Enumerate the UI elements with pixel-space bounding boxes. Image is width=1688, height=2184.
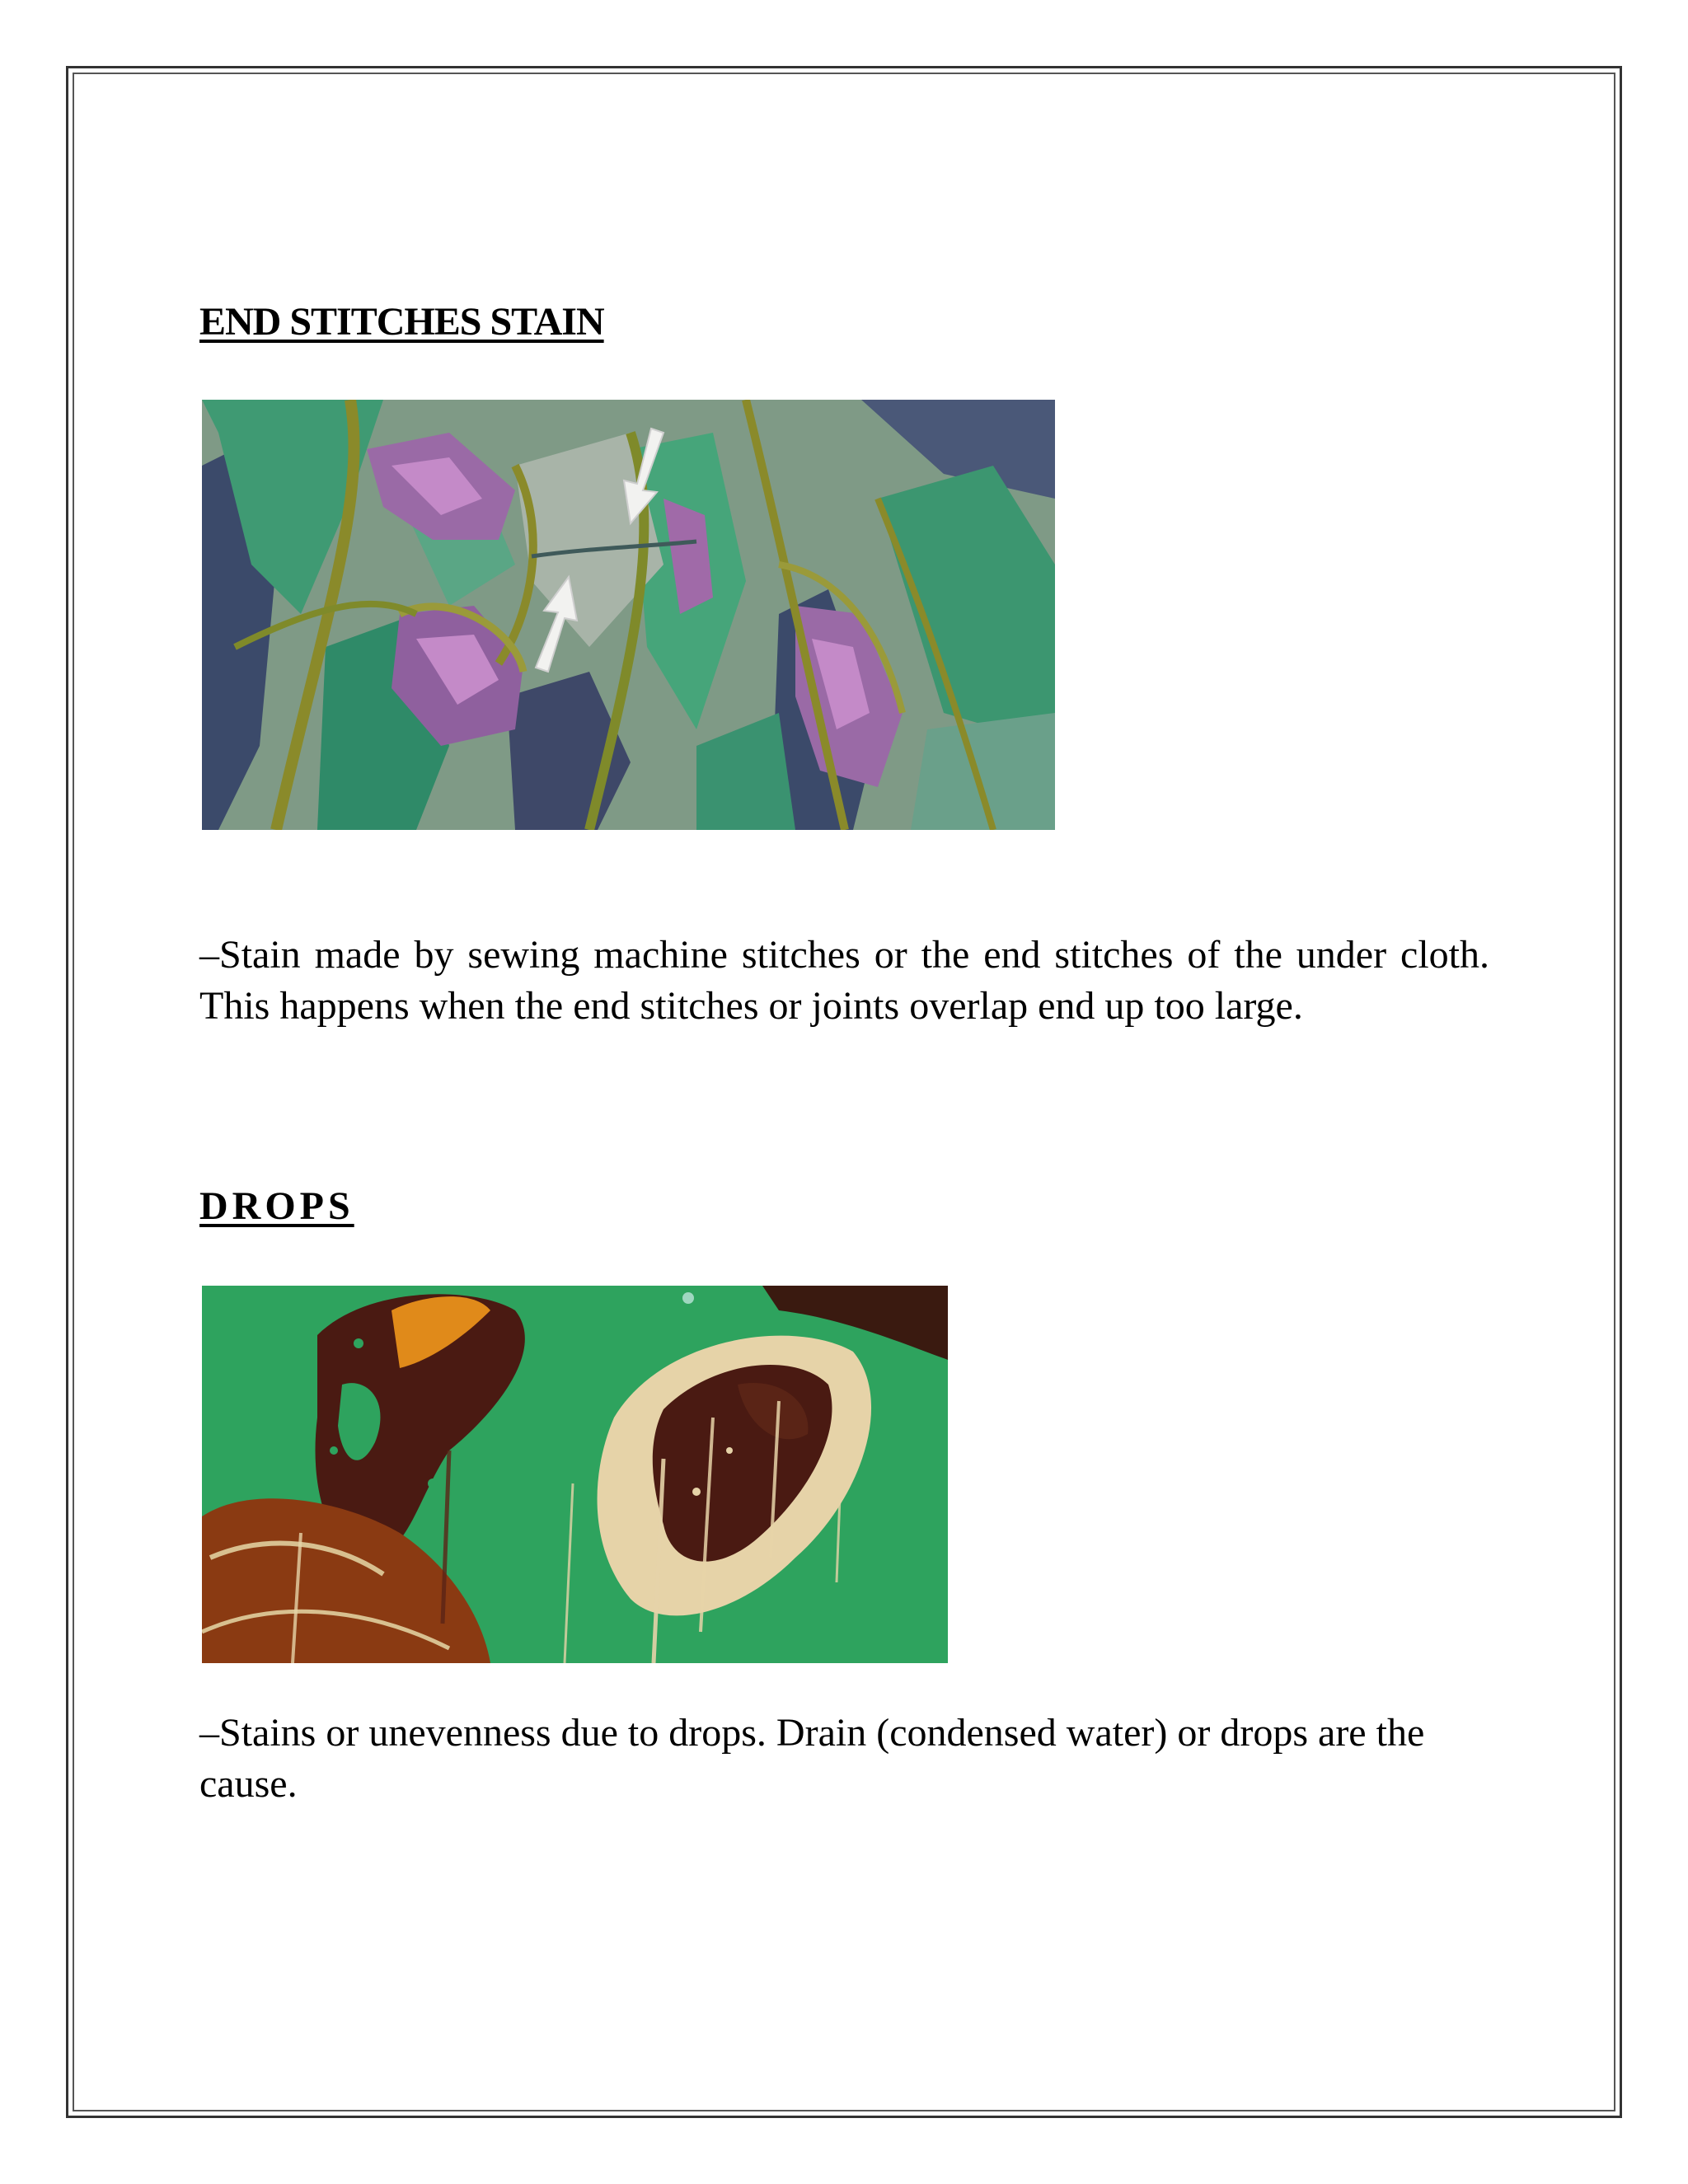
drops-photo [202, 1286, 948, 1663]
section-heading-drops: DROPS [199, 1184, 354, 1228]
section-heading-end-stitches-stain: END STITCHES STAIN [199, 300, 604, 344]
end-stitches-stain-photo [202, 400, 1055, 830]
end-stitches-stain-description: –Stain made by sewing machine stitches or the end stitches of the under cloth. This happens when the end stitches or joints overlap end up too large. [199, 933, 1489, 1028]
drops-description: –Stains or unevenness due to drops. Drain (condensed water) or drops are the cause. [199, 1711, 1425, 1806]
